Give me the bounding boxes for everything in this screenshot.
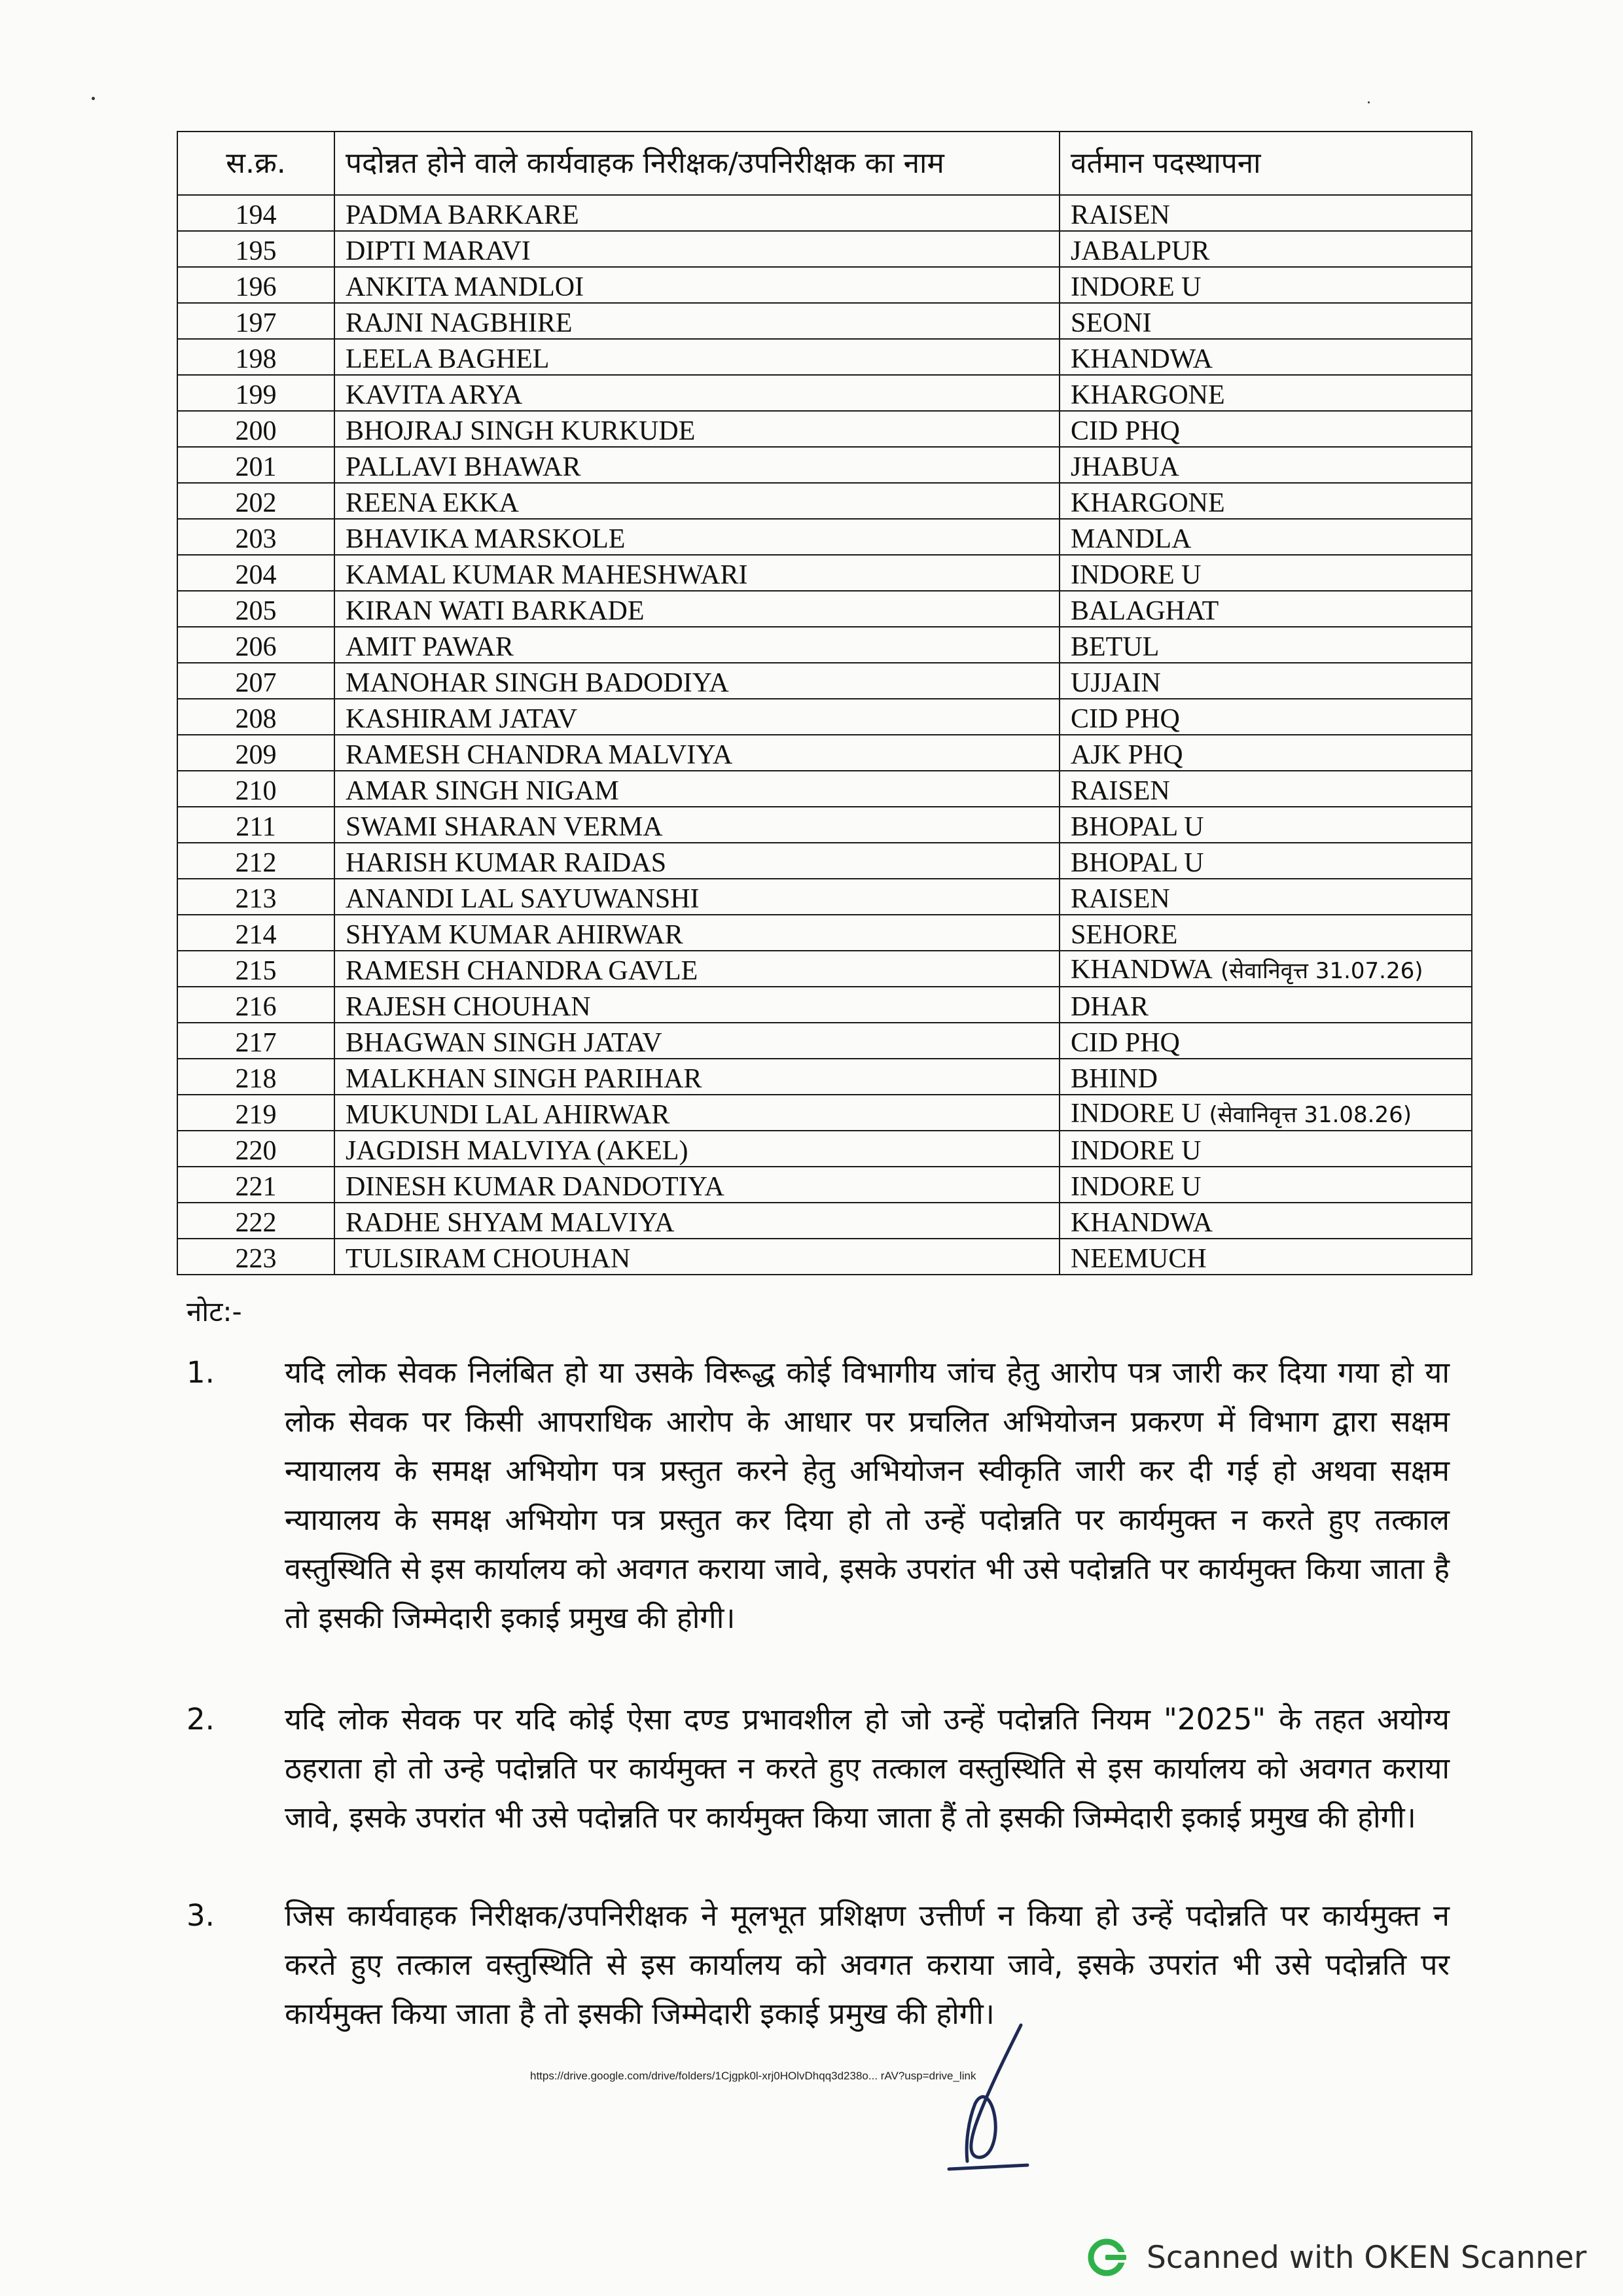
posting-cell-text: SEHORE bbox=[1071, 920, 1178, 950]
posting-cell-text: KHANDWA bbox=[1071, 1208, 1213, 1238]
serial-cell bbox=[177, 519, 334, 555]
serial-cell bbox=[177, 447, 334, 483]
name-cell bbox=[334, 267, 1060, 303]
name-cell-text: RAMESH CHANDRA GAVLE bbox=[346, 956, 698, 986]
posting-cell-text: BETUL bbox=[1071, 632, 1160, 662]
name-cell-text: KAVITA ARYA bbox=[346, 380, 523, 410]
posting-cell bbox=[1060, 303, 1472, 339]
serial-cell-text: 206 bbox=[235, 632, 277, 662]
serial-cell bbox=[177, 771, 334, 807]
name-cell-text: ANANDI LAL SAYUWANSHI bbox=[346, 884, 700, 914]
name-cell bbox=[334, 807, 1060, 843]
retirement-remark: (सेवानिवृत्त 31.07.26) bbox=[1220, 958, 1423, 984]
name-cell bbox=[334, 771, 1060, 807]
note-item-2 bbox=[187, 1695, 1450, 1842]
posting-cell bbox=[1060, 1095, 1472, 1131]
serial-cell-text: 211 bbox=[236, 812, 276, 842]
table-row bbox=[177, 951, 1472, 987]
posting-cell bbox=[1060, 915, 1472, 951]
serial-cell-text: 203 bbox=[235, 524, 277, 554]
name-cell bbox=[334, 339, 1060, 375]
posting-cell-text: INDORE U bbox=[1071, 272, 1202, 302]
serial-cell bbox=[177, 231, 334, 267]
serial-cell bbox=[177, 699, 334, 735]
drive-link[interactable]: https://drive.google.com/drive/folders/1Cjgpk0l-xrj0HOlvDhqq3d238o... rAV?usp=drive_link bbox=[530, 2070, 976, 2082]
table-header-row bbox=[177, 132, 1472, 195]
serial-cell-text: 199 bbox=[235, 380, 277, 410]
posting-cell-text: KHARGONE bbox=[1071, 380, 1225, 410]
table-row bbox=[177, 231, 1472, 267]
serial-cell bbox=[177, 987, 334, 1023]
name-cell bbox=[334, 195, 1060, 231]
posting-cell bbox=[1060, 267, 1472, 303]
name-cell bbox=[334, 1167, 1060, 1203]
posting-cell bbox=[1060, 375, 1472, 411]
serial-cell bbox=[177, 1095, 334, 1131]
notes-heading: नोट:- bbox=[187, 1296, 242, 1328]
posting-cell bbox=[1060, 1131, 1472, 1167]
posting-cell bbox=[1060, 1023, 1472, 1059]
serial-cell-text: 216 bbox=[235, 992, 277, 1022]
serial-cell-text: 213 bbox=[235, 884, 277, 914]
promotion-table bbox=[177, 131, 1472, 1275]
posting-cell bbox=[1060, 771, 1472, 807]
name-cell-text: KAMAL KUMAR MAHESHWARI bbox=[346, 560, 748, 590]
name-cell-text: SHYAM KUMAR AHIRWAR bbox=[346, 920, 683, 950]
name-cell-text: MANOHAR SINGH BADODIYA bbox=[346, 668, 729, 698]
name-cell bbox=[334, 303, 1060, 339]
name-cell-text: PADMA BARKARE bbox=[346, 200, 579, 230]
name-cell bbox=[334, 591, 1060, 627]
posting-cell bbox=[1060, 447, 1472, 483]
posting-cell bbox=[1060, 195, 1472, 231]
name-cell-text: DINESH KUMAR DANDOTIYA bbox=[346, 1172, 724, 1202]
name-cell bbox=[334, 231, 1060, 267]
table-row bbox=[177, 699, 1472, 735]
posting-cell bbox=[1060, 807, 1472, 843]
posting-cell bbox=[1060, 231, 1472, 267]
table-body bbox=[177, 195, 1472, 1275]
serial-cell bbox=[177, 195, 334, 231]
header-serial: स.क्र. bbox=[177, 132, 334, 195]
posting-cell bbox=[1060, 591, 1472, 627]
table-row bbox=[177, 843, 1472, 879]
name-cell bbox=[334, 951, 1060, 987]
name-cell-text: KASHIRAM JATAV bbox=[346, 704, 578, 734]
serial-cell-text: 200 bbox=[235, 416, 277, 446]
serial-cell bbox=[177, 807, 334, 843]
posting-cell-text: KHANDWA bbox=[1071, 955, 1213, 985]
serial-cell bbox=[177, 735, 334, 771]
posting-cell-text: CID PHQ bbox=[1071, 704, 1180, 734]
name-cell-text: MUKUNDI LAL AHIRWAR bbox=[346, 1100, 670, 1130]
note-number: 3. bbox=[187, 1898, 215, 1933]
serial-cell-text: 205 bbox=[235, 596, 277, 626]
posting-cell-text: JHABUA bbox=[1071, 452, 1179, 482]
serial-cell bbox=[177, 303, 334, 339]
table-row bbox=[177, 915, 1472, 951]
table-row bbox=[177, 375, 1472, 411]
serial-cell bbox=[177, 663, 334, 699]
name-cell bbox=[334, 879, 1060, 915]
serial-cell bbox=[177, 267, 334, 303]
posting-cell bbox=[1060, 987, 1472, 1023]
serial-cell-text: 221 bbox=[235, 1172, 277, 1202]
name-cell bbox=[334, 1239, 1060, 1275]
serial-cell-text: 201 bbox=[235, 452, 277, 482]
posting-cell-text: MANDLA bbox=[1071, 524, 1192, 554]
posting-cell-text: BHOPAL U bbox=[1071, 848, 1204, 878]
posting-cell bbox=[1060, 555, 1472, 591]
serial-cell-text: 197 bbox=[235, 308, 277, 338]
name-cell-text: LEELA BAGHEL bbox=[346, 344, 550, 374]
serial-cell-text: 208 bbox=[235, 704, 277, 734]
posting-cell bbox=[1060, 519, 1472, 555]
name-cell-text: KIRAN WATI BARKADE bbox=[346, 596, 645, 626]
posting-cell bbox=[1060, 663, 1472, 699]
serial-cell bbox=[177, 339, 334, 375]
table-row bbox=[177, 771, 1472, 807]
posting-cell-text: INDORE U bbox=[1071, 1136, 1202, 1166]
name-cell bbox=[334, 735, 1060, 771]
serial-cell bbox=[177, 483, 334, 519]
serial-cell bbox=[177, 879, 334, 915]
posting-cell-text: INDORE U bbox=[1071, 560, 1202, 590]
posting-cell bbox=[1060, 627, 1472, 663]
name-cell-text: RAJESH CHOUHAN bbox=[346, 992, 591, 1022]
table-row bbox=[177, 1131, 1472, 1167]
table-row bbox=[177, 555, 1472, 591]
scan-speck bbox=[1368, 101, 1370, 103]
posting-cell bbox=[1060, 1167, 1472, 1203]
table-row bbox=[177, 483, 1472, 519]
name-cell-text: PALLAVI BHAWAR bbox=[346, 452, 581, 482]
name-cell-text: SWAMI SHARAN VERMA bbox=[346, 812, 663, 842]
note-number: 2. bbox=[187, 1702, 215, 1737]
note-item-3 bbox=[187, 1891, 1450, 2038]
serial-cell-text: 217 bbox=[235, 1028, 277, 1058]
table-row bbox=[177, 663, 1472, 699]
serial-cell-text: 202 bbox=[235, 488, 277, 518]
table-row bbox=[177, 1059, 1472, 1095]
posting-cell-text: INDORE U bbox=[1071, 1172, 1202, 1202]
posting-cell-text: SEONI bbox=[1071, 308, 1152, 338]
name-cell bbox=[334, 699, 1060, 735]
posting-cell bbox=[1060, 411, 1472, 447]
name-cell bbox=[334, 663, 1060, 699]
posting-cell-text: RAISEN bbox=[1071, 884, 1170, 914]
name-cell bbox=[334, 1059, 1060, 1095]
table-row bbox=[177, 267, 1472, 303]
serial-cell-text: 219 bbox=[235, 1100, 277, 1130]
name-cell-text: ANKITA MANDLOI bbox=[346, 272, 584, 302]
serial-cell bbox=[177, 1059, 334, 1095]
table-row bbox=[177, 1167, 1472, 1203]
posting-cell-text: RAISEN bbox=[1071, 776, 1170, 806]
serial-cell-text: 214 bbox=[235, 920, 277, 950]
name-cell bbox=[334, 987, 1060, 1023]
posting-cell bbox=[1060, 1203, 1472, 1239]
name-cell-text: BHOJRAJ SINGH KURKUDE bbox=[346, 416, 696, 446]
posting-cell bbox=[1060, 483, 1472, 519]
serial-cell bbox=[177, 1203, 334, 1239]
name-cell-text: RADHE SHYAM MALVIYA bbox=[346, 1208, 675, 1238]
table-row bbox=[177, 879, 1472, 915]
name-cell-text: BHAGWAN SINGH JATAV bbox=[346, 1028, 662, 1058]
serial-cell bbox=[177, 375, 334, 411]
posting-cell bbox=[1060, 951, 1472, 987]
note-number: 1. bbox=[187, 1355, 215, 1390]
table-row bbox=[177, 1023, 1472, 1059]
name-cell bbox=[334, 915, 1060, 951]
name-cell bbox=[334, 447, 1060, 483]
table-row bbox=[177, 591, 1472, 627]
table-row bbox=[177, 735, 1472, 771]
posting-cell-text: BHIND bbox=[1071, 1064, 1158, 1094]
posting-cell bbox=[1060, 1059, 1472, 1095]
table-row bbox=[177, 339, 1472, 375]
name-cell bbox=[334, 555, 1060, 591]
table-row bbox=[177, 627, 1472, 663]
name-cell bbox=[334, 375, 1060, 411]
serial-cell-text: 220 bbox=[235, 1136, 277, 1166]
table-row bbox=[177, 195, 1472, 231]
scanner-watermark bbox=[1086, 2234, 1586, 2280]
name-cell-text: AMAR SINGH NIGAM bbox=[346, 776, 619, 806]
posting-cell-text: KHARGONE bbox=[1071, 488, 1225, 518]
posting-cell-text: JABALPUR bbox=[1071, 236, 1210, 266]
serial-cell-text: 210 bbox=[235, 776, 277, 806]
name-cell-text: AMIT PAWAR bbox=[346, 632, 514, 662]
name-cell-text: REENA EKKA bbox=[346, 488, 519, 518]
table-row bbox=[177, 411, 1472, 447]
serial-cell-text: 204 bbox=[235, 560, 277, 590]
serial-cell-text: 195 bbox=[235, 236, 277, 266]
header-posting: वर्तमान पदस्थापना bbox=[1060, 132, 1472, 195]
posting-cell bbox=[1060, 879, 1472, 915]
name-cell bbox=[334, 1203, 1060, 1239]
name-cell-text: MALKHAN SINGH PARIHAR bbox=[346, 1064, 702, 1094]
table-row bbox=[177, 303, 1472, 339]
signature bbox=[929, 2012, 1060, 2182]
serial-cell bbox=[177, 627, 334, 663]
posting-cell bbox=[1060, 699, 1472, 735]
serial-cell-text: 212 bbox=[235, 848, 277, 878]
note-text: जिस कार्यवाहक निरीक्षक/उपनिरीक्षक ने मूलभूत प्रशिक्षण उत्तीर्ण न किया हो उन्हें पदोन्नति पर कार्यमुक्त न करते हुए तत्काल वस्तुस्थिति से इस कार्यालय को अवगत कराया जावे, इसके उपरांत भी उसे पदोन्नति पर कार्यमुक्त किया जाता है तो इसकी जिम्मेदारी इकाई प्रमुख की होगी। bbox=[285, 1898, 1450, 2031]
name-cell-text: HARISH KUMAR RAIDAS bbox=[346, 848, 667, 878]
posting-cell-text: KHANDWA bbox=[1071, 344, 1213, 374]
name-cell bbox=[334, 519, 1060, 555]
name-cell-text: BHAVIKA MARSKOLE bbox=[346, 524, 626, 554]
posting-cell-text: AJK PHQ bbox=[1071, 740, 1183, 770]
retirement-remark: (सेवानिवृत्त 31.08.26) bbox=[1209, 1102, 1412, 1128]
serial-cell-text: 218 bbox=[235, 1064, 277, 1094]
serial-cell bbox=[177, 843, 334, 879]
note-item-1 bbox=[187, 1348, 1450, 1642]
serial-cell bbox=[177, 951, 334, 987]
posting-cell-text: INDORE U bbox=[1071, 1099, 1202, 1129]
oken-scanner-logo-icon bbox=[1086, 2234, 1132, 2280]
serial-cell-text: 194 bbox=[235, 200, 277, 230]
name-cell bbox=[334, 411, 1060, 447]
table-row bbox=[177, 519, 1472, 555]
table-row bbox=[177, 987, 1472, 1023]
scan-speck bbox=[92, 97, 95, 100]
note-text: यदि लोक सेवक निलंबित हो या उसके विरूद्ध कोई विभागीय जांच हेतु आरोप पत्र जारी कर दिया गया हो या लोक सेवक पर किसी आपराधिक आरोप के आधार पर प्रचलित अभियोजन प्रकरण में विभाग द्वारा सक्षम न्यायालय के समक्ष अभियोग पत्र प्रस्तुत करने हेतु अभियोजन स्वीकृति जारी कर दी गई हो अथवा सक्षम न्यायालय के समक्ष अभियोग पत्र प्रस्तुत कर दिया हो तो उन्हें पदोन्नति पर कार्यमुक्त न करते हुए तत्काल वस्तुस्थिति से इस कार्यालय को अवगत कराया जावे, इसके उपरांत भी उसे पदोन्नति पर कार्यमुक्त किया जाता है तो इसकी जिम्मेदारी इकाई प्रमुख की होगी। bbox=[285, 1355, 1450, 1635]
serial-cell bbox=[177, 1023, 334, 1059]
name-cell-text: JAGDISH MALVIYA (AKEL) bbox=[346, 1136, 688, 1166]
name-cell-text: DIPTI MARAVI bbox=[346, 236, 531, 266]
posting-cell-text: BHOPAL U bbox=[1071, 812, 1204, 842]
table-row bbox=[177, 1239, 1472, 1275]
name-cell-text: TULSIRAM CHOUHAN bbox=[346, 1244, 631, 1274]
posting-cell-text: CID PHQ bbox=[1071, 416, 1180, 446]
serial-cell bbox=[177, 411, 334, 447]
note-text: यदि लोक सेवक पर यदि कोई ऐसा दण्ड प्रभावशील हो जो उन्हें पदोन्नति नियम "2025" के तहत अयोग्य ठहराता हो तो उन्हे पदोन्नति पर कार्यमुक्त न करते हुए तत्काल वस्तुस्थिति से इस कार्यालय को अवगत कराया जावे, इसके उपरांत भी उसे पदोन्नति पर कार्यमुक्त किया जाता हैं तो इसकी जिम्मेदारी इकाई प्रमुख की होगी। bbox=[285, 1702, 1450, 1835]
serial-cell-text: 223 bbox=[235, 1244, 277, 1274]
name-cell bbox=[334, 843, 1060, 879]
posting-cell-text: BALAGHAT bbox=[1071, 596, 1219, 626]
table-row bbox=[177, 807, 1472, 843]
posting-cell-text: DHAR bbox=[1071, 992, 1149, 1022]
table-row bbox=[177, 447, 1472, 483]
name-cell bbox=[334, 1095, 1060, 1131]
serial-cell-text: 198 bbox=[235, 344, 277, 374]
serial-cell bbox=[177, 1239, 334, 1275]
posting-cell bbox=[1060, 1239, 1472, 1275]
table-row bbox=[177, 1095, 1472, 1131]
name-cell bbox=[334, 1023, 1060, 1059]
posting-cell bbox=[1060, 843, 1472, 879]
name-cell bbox=[334, 627, 1060, 663]
name-cell bbox=[334, 483, 1060, 519]
scanner-label: Scanned with OKEN Scanner bbox=[1147, 2239, 1587, 2276]
serial-cell-text: 196 bbox=[235, 272, 277, 302]
serial-cell-text: 207 bbox=[235, 668, 277, 698]
serial-cell bbox=[177, 915, 334, 951]
serial-cell bbox=[177, 1131, 334, 1167]
serial-cell bbox=[177, 1167, 334, 1203]
serial-cell bbox=[177, 555, 334, 591]
posting-cell bbox=[1060, 735, 1472, 771]
posting-cell-text: NEEMUCH bbox=[1071, 1244, 1207, 1274]
posting-cell bbox=[1060, 339, 1472, 375]
serial-cell-text: 209 bbox=[235, 740, 277, 770]
name-cell-text: RAMESH CHANDRA MALVIYA bbox=[346, 740, 733, 770]
posting-cell-text: CID PHQ bbox=[1071, 1028, 1180, 1058]
header-name: पदोन्नत होने वाले कार्यवाहक निरीक्षक/उपनिरीक्षक का नाम bbox=[334, 132, 1060, 195]
name-cell bbox=[334, 1131, 1060, 1167]
posting-cell-text: RAISEN bbox=[1071, 200, 1170, 230]
serial-cell-text: 215 bbox=[235, 956, 277, 986]
name-cell-text: RAJNI NAGBHIRE bbox=[346, 308, 573, 338]
posting-cell-text: UJJAIN bbox=[1071, 668, 1161, 698]
serial-cell bbox=[177, 591, 334, 627]
serial-cell-text: 222 bbox=[235, 1208, 277, 1238]
table-row bbox=[177, 1203, 1472, 1239]
